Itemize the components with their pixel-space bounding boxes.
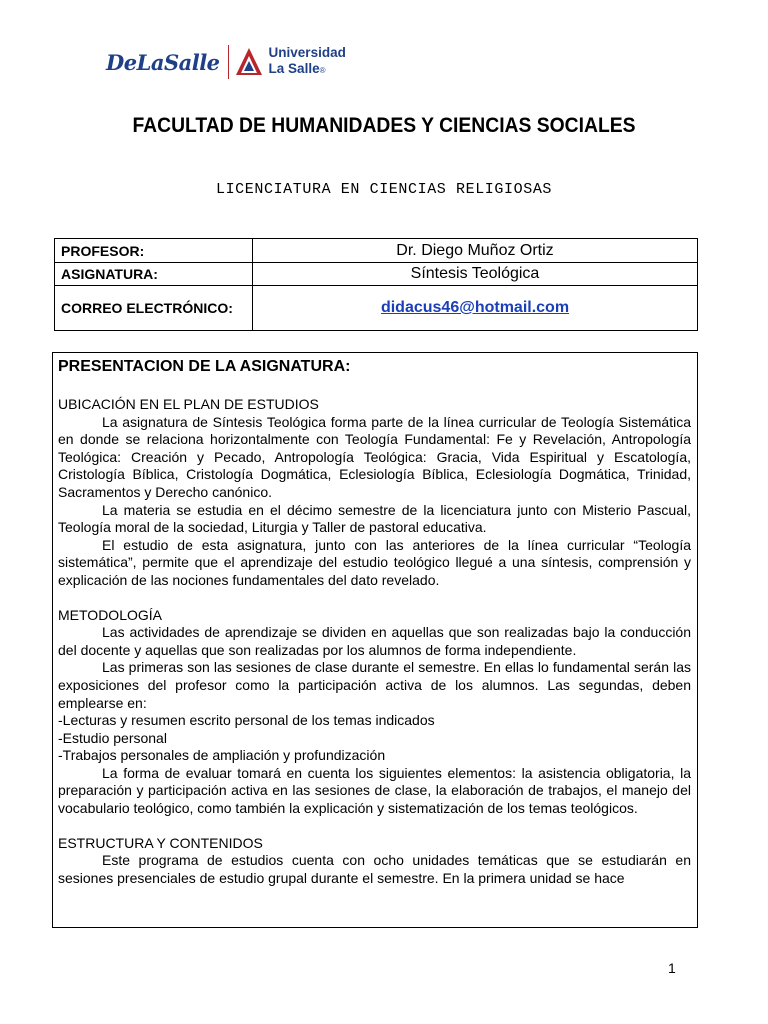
- degree-title: LICENCIATURA EN CIENCIAS RELIGIOSAS: [215, 181, 553, 198]
- list-item: -Lecturas y resumen escrito personal de los temas indicados: [58, 712, 435, 729]
- list-item: -Estudio personal: [58, 729, 167, 746]
- logo-wordmark-line2: La Salle®: [268, 61, 326, 76]
- logo-wordmark-line1: Universidad: [268, 45, 346, 60]
- subject-value: Síntesis Teológica: [253, 263, 698, 286]
- page-number: 1: [668, 960, 676, 976]
- university-logo: [106, 44, 346, 80]
- info-row-professor: [55, 239, 698, 263]
- presentation-title: PRESENTACION DE LA ASIGNATURA:: [58, 358, 351, 375]
- subject-label: ASIGNATURA:: [55, 263, 253, 286]
- info-row-subject: [55, 263, 698, 286]
- logo-wordmark: [269, 45, 346, 79]
- logo-divider: [228, 45, 229, 79]
- metodologia-paragraph-2: Las primeras son las sesiones de clase durante el semestre. En ellas lo fundamental serán las exposiciones del profesor como la participación activa de los alumnos. Las segundas, deben emplearse en:: [58, 659, 691, 711]
- logo-script-text: DeLaSalle: [106, 49, 220, 75]
- course-presentation-box: [52, 352, 698, 928]
- ubicacion-heading: UBICACIÓN EN EL PLAN DE ESTUDIOS: [58, 396, 319, 412]
- info-row-email: [55, 286, 698, 331]
- estructura-paragraph-1: Este programa de estudios cuenta con ocho unidades temáticas que se estudiarán en sesiones presenciales de estudio grupal durante el semestre. En la primera unidad se hace: [58, 852, 691, 886]
- metodologia-paragraph-3: La forma de evaluar tomará en cuenta los siguientes elementos: la asistencia obligatoria, la preparación y participación activa en las sesiones de clase, la elaboración de trabajos, el manejo del vocabulario teológico, como también la explicación y sistematización de los temas teológicos.: [58, 764, 691, 817]
- faculty-title: FACULTAD DE HUMANIDADES Y CIENCIAS SOCIALES: [132, 114, 636, 137]
- email-link[interactable]: didacus46@hotmail.com: [380, 299, 570, 316]
- metodologia-paragraph-1: Las actividades de aprendizaje se dividen en aquellas que son realizadas bajo la conducción del docente y aquellas que son realizadas por los alumnos de forma independiente.: [58, 624, 691, 658]
- list-item: -Trabajos personales de ampliación y profundización: [58, 747, 386, 764]
- registered-mark: ®: [319, 66, 326, 75]
- ubicacion-paragraph-3: El estudio de esta asignatura, junto con las anteriores de la línea curricular “Teología sistemática”, permite que el aprendizaje del estudio teológico llegué a una síntesis, comprensión y explicación de las nociones fundamentales del dato revelado.: [58, 536, 691, 588]
- ubicacion-paragraph-2: La materia se estudia en el décimo semestre de la licenciatura junto con Misterio Pascual, Teología moral de la sociedad, Liturgia y Taller de pastoral educativa.: [58, 501, 691, 536]
- email-label: CORREO ELECTRÓNICO:: [55, 286, 253, 331]
- course-info-table: [54, 238, 698, 331]
- email-cell: [253, 286, 698, 331]
- professor-label: PROFESOR:: [55, 239, 253, 263]
- ubicacion-paragraph-1: La asignatura de Síntesis Teológica forma parte de la línea curricular de Teología Sistemática en donde se relaciona horizontalmente con Teología Fundamental: Fe y Revelación, Antropología Teológica: Creación y Pecado, Antropología Teológica: Gracia, Vida Espiritual y Escatología, Cristología Bíblica, Cristología Dogmática, Eclesiología Bíblica, Eclesiología Dogmática, Trinidad, Sacramentos y Derecho canónico.: [58, 413, 691, 500]
- logo-emblem-icon: [235, 47, 263, 77]
- professor-value: Dr. Diego Muñoz Ortiz: [253, 239, 698, 263]
- estructura-heading: ESTRUCTURA Y CONTENIDOS: [58, 834, 263, 851]
- metodologia-heading: METODOLOGÍA: [58, 606, 162, 623]
